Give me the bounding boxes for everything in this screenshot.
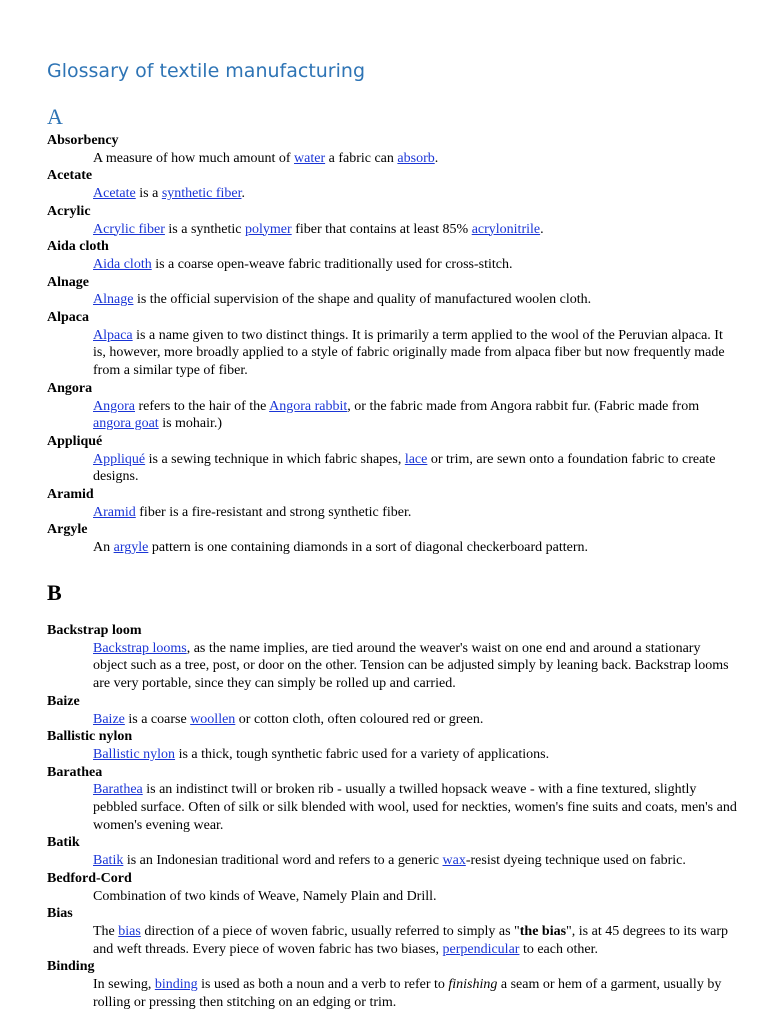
definition-text: a seam or hem of a garment, usually by rolling or pressing then stitching on an edging or trim. <box>93 977 722 1010</box>
glossary-term: Baize <box>47 693 80 709</box>
glossary-definition <box>93 327 737 380</box>
term-link[interactable]: perpendicular <box>442 941 520 957</box>
definition-text: . <box>434 150 439 166</box>
term-link[interactable]: Baize <box>93 711 125 727</box>
glossary-term: Binding <box>47 959 95 975</box>
glossary-term: Angora <box>47 380 93 396</box>
glossary-entry <box>47 167 737 202</box>
glossary-entry <box>47 521 737 556</box>
term-link[interactable]: woollen <box>190 711 236 727</box>
definition-text: is a sewing technique in which fabric shapes, <box>145 451 405 467</box>
term-link[interactable]: Angora rabbit <box>269 398 348 414</box>
definition-text: fiber is a fire-resistant and strong synthetic fiber. <box>135 504 412 520</box>
term-link[interactable]: Backstrap looms <box>93 640 187 656</box>
glossary-entry <box>47 870 737 905</box>
definition-text: -resist dyeing technique used on fabric. <box>465 853 686 869</box>
glossary-definition <box>93 256 737 274</box>
glossary-entry <box>47 486 737 521</box>
definition-text: is a thick, tough synthetic fabric used for a variety of applications. <box>175 746 550 762</box>
glossary-term: Aida cloth <box>47 239 109 255</box>
glossary-entry <box>47 132 737 167</box>
definition-text: fiber that contains at least 85% <box>291 221 472 237</box>
glossary-definition <box>93 640 737 693</box>
definition-text: , or the fabric made from Angora rabbit fur. (Fabric made from <box>347 398 700 414</box>
section-heading-a: A <box>47 104 63 129</box>
glossary-term: Aramid <box>47 487 94 503</box>
term-link[interactable]: bias <box>118 923 141 939</box>
definition-text: is a name given to two distinct things. It is primarily a term applied to the wool of the Peruvian alpaca. It is, however, more broadly applied to a style of fabric originally made from alpaca fiber but now frequently made from a similar type of fiber. <box>93 327 725 379</box>
term-link[interactable]: argyle <box>113 540 149 556</box>
definition-text: A measure of how much amount of <box>93 150 295 166</box>
definition-text: In sewing, <box>93 977 155 993</box>
term-link[interactable]: synthetic fiber <box>161 186 242 202</box>
glossary-entry <box>47 203 737 238</box>
glossary-definition <box>93 291 737 309</box>
glossary-term: Acrylic <box>47 203 91 219</box>
section-heading-b: B <box>47 580 62 605</box>
definition-text: or cotton cloth, often coloured red or green. <box>235 711 484 727</box>
glossary-entry <box>47 728 737 763</box>
glossary-term: Absorbency <box>47 133 119 148</box>
definition-text: direction of a piece of woven fabric, usually referred to simply as " <box>140 923 520 939</box>
glossary-definition <box>93 451 737 486</box>
glossary-definition <box>93 976 737 1011</box>
glossary-entry <box>47 622 737 693</box>
term-link[interactable]: Alnage <box>93 292 134 308</box>
glossary-entry <box>47 309 737 380</box>
definition-text: refers to the hair of the <box>135 398 270 414</box>
glossary-entry <box>47 274 737 309</box>
definition-text: is a synthetic <box>164 221 246 237</box>
definition-text: is a coarse open-weave fabric traditionally used for cross-stitch. <box>151 256 513 272</box>
definition-text: . <box>540 221 544 237</box>
term-link[interactable]: Aida cloth <box>93 256 152 272</box>
definition-text: is the official supervision of the shape and quality of manufactured woolen cloth. <box>133 292 592 308</box>
glossary-term: Backstrap loom <box>47 623 142 638</box>
term-link[interactable]: Ballistic nylon <box>93 746 176 762</box>
glossary-term: Appliqué <box>47 433 103 449</box>
definition-text: Combination of two kinds of Weave, Namely Plain and Drill. <box>93 888 437 904</box>
term-link[interactable]: Angora <box>93 398 135 414</box>
glossary-term: Acetate <box>47 168 93 184</box>
glossary-entry <box>47 764 737 835</box>
term-link[interactable]: Acetate <box>93 186 136 202</box>
glossary-entry <box>47 905 737 958</box>
glossary-entry <box>47 238 737 273</box>
glossary-definition <box>93 746 737 764</box>
glossary-definition <box>93 398 737 433</box>
term-link[interactable]: wax <box>442 853 466 869</box>
definition-text: The <box>93 923 119 939</box>
glossary-definition <box>93 504 737 522</box>
glossary-definition <box>93 539 737 557</box>
glossary-term: Argyle <box>47 522 88 538</box>
glossary-definition <box>93 852 737 870</box>
term-link[interactable]: Alpaca <box>93 327 133 343</box>
glossary-term: Ballistic nylon <box>47 729 133 745</box>
italic-text: finishing <box>448 977 498 993</box>
definition-text: . <box>241 186 246 202</box>
glossary-term: Bias <box>47 906 73 922</box>
page-title: Glossary of textile manufacturing <box>47 60 365 82</box>
definition-text: is an Indonesian traditional word and refers to a generic <box>123 853 443 869</box>
definition-text: pattern is one containing diamonds in a sort of diagonal checkerboard pattern. <box>148 540 589 556</box>
glossary-term: Alnage <box>47 274 89 290</box>
definition-text: or trim, are sewn onto a foundation fabric to create designs. <box>93 451 716 485</box>
glossary-term: Batik <box>47 835 80 851</box>
definition-text: , as the name implies, are tied around the weaver's waist on one end and around a stationary object such as a tree, post, or door on the other. Tension can be adjusted simply by leaning back. Backstrap looms are very portable, since they can simply be rolled up and carried. <box>93 640 729 692</box>
term-link[interactable]: Barathea <box>93 782 143 798</box>
definition-text: ", is at 45 degrees to its warp and weft threads. Every piece of woven fabric has two biases, <box>93 923 729 957</box>
glossary-term: Bedford-Cord <box>47 870 132 886</box>
definition-text: An <box>93 540 114 556</box>
glossary-definition <box>93 150 737 168</box>
glossary-entry <box>47 380 737 433</box>
term-link[interactable]: Acrylic fiber <box>93 221 165 237</box>
definition-text: is mohair.) <box>158 416 223 432</box>
glossary-definition <box>93 185 737 203</box>
glossary-definition <box>93 888 737 906</box>
glossary-definition <box>93 711 737 729</box>
term-link[interactable]: lace <box>404 451 428 467</box>
term-link[interactable]: water <box>294 150 326 166</box>
term-link[interactable]: Appliqué <box>93 451 146 467</box>
glossary-list-a <box>47 132 737 557</box>
definition-text: is a <box>135 186 162 202</box>
term-link[interactable]: absorb <box>397 150 435 166</box>
term-link[interactable]: angora goat <box>93 416 159 432</box>
definition-text: is a coarse <box>124 711 191 727</box>
term-link[interactable]: binding <box>154 977 198 993</box>
glossary-list-b <box>47 622 737 1011</box>
glossary-entry <box>47 958 737 1011</box>
glossary-term: Barathea <box>47 764 103 780</box>
term-link[interactable]: Batik <box>93 853 124 869</box>
definition-text: a fabric can <box>325 150 398 166</box>
glossary-entry <box>47 834 737 869</box>
definition-text: is an indistinct twill or broken rib - usually a twilled hopsack weave - with a fine textured, slightly pebbled surface. Often of silk or silk blended with wool, used for neckties, women's fine suits and coats, men's and women's evening wear. <box>93 782 737 833</box>
glossary-entry <box>47 433 737 486</box>
glossary-definition <box>93 923 737 958</box>
glossary-entry <box>47 693 737 728</box>
glossary-definition <box>93 781 737 834</box>
bold-text: the bias <box>519 923 567 939</box>
definition-text: to each other. <box>519 941 598 957</box>
term-link[interactable]: Aramid <box>93 504 136 520</box>
term-link[interactable]: acrylonitrile <box>471 221 541 237</box>
glossary-definition <box>93 221 737 239</box>
definition-text: is used as both a noun and a verb to refer to <box>197 977 449 993</box>
glossary-term: Alpaca <box>47 310 89 326</box>
term-link[interactable]: polymer <box>245 221 292 237</box>
